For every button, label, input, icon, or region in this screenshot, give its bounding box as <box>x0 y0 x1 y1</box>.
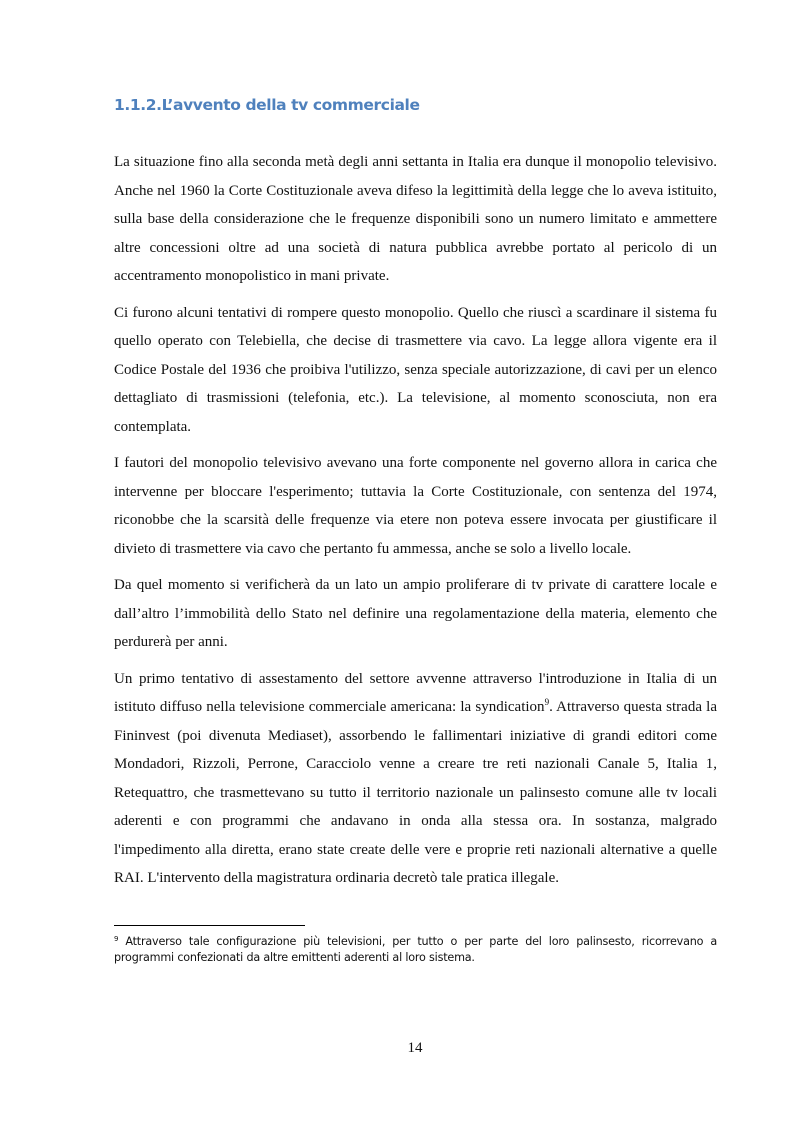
section-heading: 1.1.2.L’avvento della tv commerciale <box>114 96 420 114</box>
footnote-text: Attraverso tale configurazione più televisioni, per tutto o per parte del loro palinsesto, ricorrevano a programmi confezionati da altre emittenti aderenti al loro sistema. <box>114 935 717 964</box>
paragraph-5-text-end: . Attraverso questa strada la Fininvest (poi divenuta Mediaset), assorbendo le fallimentari iniziative di grandi editori come Mondadori, Rizzoli, Perrone, Caracciolo venne a creare tre reti nazionali Canale 5, Italia 1, Retequattro, che trasmettevano su tutto il territorio nazionale un palinsesto comune alle tv locali aderenti e con programmi che andavano in onda alla stessa ora. In sostanza, malgrado l'impedimento alla diretta, erano state create delle vere e proprie reti nazionali alternative a quelle RAI. L'intervento della magistratura ordinaria decretò tale pratica illegale. <box>114 699 718 886</box>
paragraph-4: Da quel momento si verificherà da un lato un ampio proliferare di tv private di carattere locale e dall’altro l’immobilità dello Stato nel definire una regolamentazione della materia, elemento che perdurerà per anni. <box>114 577 717 650</box>
paragraph-3: I fautori del monopolio televisivo avevano una forte componente nel governo allora in carica che intervenne per bloccare l'esperimento; tuttavia la Corte Costituzionale, con sentenza del 1974, riconobbe che la scarsità delle frequenze via etere non poteva essere invocata per giustificare il divieto di trasmettere via cavo che pertanto fu ammessa, anche se solo a livello locale. <box>114 455 717 557</box>
footnote-marker: 9 <box>114 935 119 943</box>
body-text <box>114 148 717 901</box>
paragraph-2: Ci furono alcuni tentativi di rompere questo monopolio. Quello che riuscì a scardinare il sistema fu quello operato con Telebiella, che decise di trasmettere via cavo. La legge allora vigente era il Codice Postale del 1936 che proibiva l'utilizzo, senza speciale autorizzazione, di cavi per un elenco dettagliato di trasmissioni (telefonia, etc.). La televisione, al momento sconosciuta, non era contemplata. <box>114 304 717 435</box>
page-number: 14 <box>407 1040 423 1056</box>
paragraph-5-text-start: Un primo tentativo di assestamento del settore avvenne attraverso l'introduzione in Italia di un istituto diffuso nella televisione commerciale americana: la syndication <box>114 670 717 715</box>
paragraph-1: La situazione fino alla seconda metà degli anni settanta in Italia era dunque il monopolio televisivo. Anche nel 1960 la Corte Costituzionale aveva difeso la legittimità della legge che lo aveva istituito, sulla base della considerazione che le frequenze disponibili sono un numero limitato e ammettere altre concessioni oltre ad una società di natura pubblica avrebbe portato al pericolo di un accentramento monopolistico in mani private. <box>114 154 717 284</box>
paragraph-5 <box>114 665 717 893</box>
footnote-separator <box>114 925 305 926</box>
footnote <box>114 934 717 965</box>
footnote-reference[interactable]: 9 <box>544 697 550 707</box>
